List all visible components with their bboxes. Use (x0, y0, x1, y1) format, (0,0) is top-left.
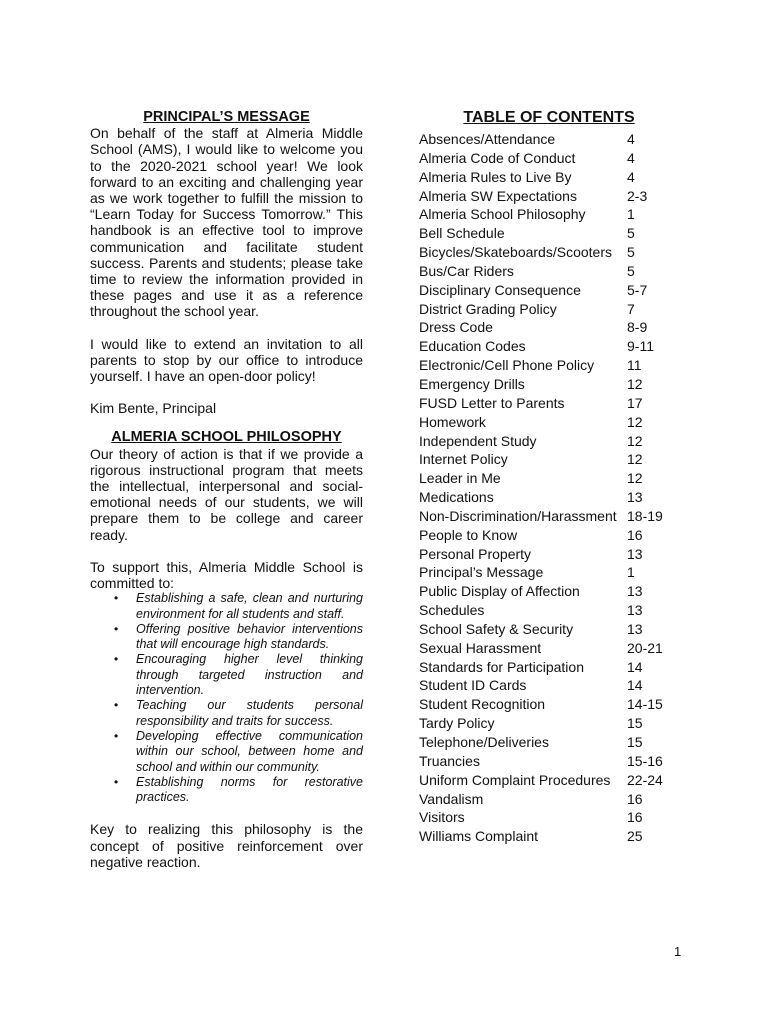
toc-page-number: 15 (627, 715, 643, 732)
toc-page-number: 12 (627, 413, 643, 430)
toc-topic: Tardy Policy (419, 715, 495, 732)
toc-topic: Non-Discrimination/Harassment (419, 507, 617, 524)
toc-topic: Disciplinary Consequence (419, 281, 581, 298)
toc-topic: Visitors (419, 809, 465, 826)
toc-entry (419, 714, 679, 733)
list-item (90, 698, 363, 729)
philosophy-heading: ALMERIA SCHOOL PHILOSOPHY (111, 429, 342, 446)
toc-topic: District Grading Policy (419, 300, 557, 317)
toc-topic: Almeria School Philosophy (419, 206, 586, 223)
toc-entry (419, 356, 679, 375)
toc-page-number: 13 (627, 620, 643, 637)
toc-entry (419, 695, 679, 714)
toc-page-number: 16 (627, 526, 643, 543)
toc-page-number: 1 (627, 564, 635, 581)
toc-entry (419, 507, 679, 526)
toc-page-number: 14 (627, 677, 643, 694)
toc-entry (419, 526, 679, 545)
toc-page-number: 13 (627, 489, 643, 506)
principal-signature: Kim Bente, Principal (90, 400, 217, 417)
commitment-list (90, 591, 363, 805)
toc-page-number: 4 (627, 149, 635, 166)
toc-topic: Emergency Drills (419, 375, 525, 392)
toc-page-number: 16 (627, 809, 643, 826)
toc-page-number: 5-7 (627, 281, 648, 298)
toc-topic: Standards for Participation (419, 658, 584, 675)
toc-topic: Uniform Complaint Procedures (419, 771, 611, 788)
toc-topic: Bicycles/Skateboards/Scooters (419, 244, 612, 261)
closing-paragraph: Key to realizing this philosophy is the concept of positive reinforcement over negative reaction. (90, 821, 363, 870)
toc-page-number: 4 (627, 131, 635, 147)
toc-page-number: 12 (627, 375, 643, 392)
toc-topic: Education Codes (419, 338, 526, 355)
toc-entry (419, 205, 679, 224)
toc-entry (419, 243, 679, 262)
toc-topic: Dress Code (419, 319, 493, 336)
toc-page-number: 14 (627, 658, 643, 675)
toc-entry (419, 582, 679, 601)
toc-page-number: 2-3 (627, 187, 648, 204)
toc-entry (419, 394, 679, 413)
toc-topic: Vandalism (419, 790, 484, 807)
toc-page-number: 1 (627, 206, 635, 223)
toc-entry (419, 676, 679, 695)
right-column (419, 109, 679, 846)
toc-entry (419, 639, 679, 658)
bullet-icon: • (114, 591, 119, 606)
toc-page-number: 5 (627, 225, 635, 242)
commitment-intro: To support this, Almeria Middle School is committed to: (90, 558, 363, 592)
commitment-text: Encouraging higher level thinking through targeted instruction and intervention. (136, 652, 363, 698)
toc-topic: Bell Schedule (419, 225, 505, 242)
toc-page-number: 8-9 (627, 319, 648, 336)
toc-page-number: 15-16 (627, 752, 663, 769)
bullet-icon: • (114, 698, 119, 713)
toc-page-number: 13 (627, 545, 643, 562)
toc-page-number: 7 (627, 300, 635, 317)
toc-entry (419, 601, 679, 620)
toc-entry (419, 168, 679, 187)
toc-topic: Almeria Code of Conduct (419, 149, 576, 166)
toc-entry (419, 790, 679, 809)
toc-entry (419, 450, 679, 469)
philosophy-paragraph: Our theory of action is that if we provide a rigorous instructional program that meets the intellectual, interpersonal and social-emotional needs of our students, we will prepare them to be college and career ready. (90, 445, 363, 543)
toc-page-number: 13 (627, 583, 643, 600)
toc-page-number: 12 (627, 432, 643, 449)
toc-topic: Homework (419, 413, 486, 430)
toc-topic: School Safety & Security (419, 620, 574, 637)
toc-entry (419, 620, 679, 639)
toc-page-number: 9-11 (627, 338, 654, 355)
left-column (90, 109, 363, 870)
toc-heading: TABLE OF CONTENTS (463, 109, 635, 126)
list-item (90, 591, 363, 622)
invitation-paragraph: I would like to extend an invitation to all parents to stop by our office to introduce yourself. I have an open-door policy! (90, 335, 363, 385)
toc-page-number: 15 (627, 734, 643, 750)
toc-topic: Personal Property (419, 545, 532, 562)
commitment-text: Establishing a safe, clean and nurturing environment for all students and staff. (136, 591, 363, 621)
toc-topic: Leader in Me (419, 470, 501, 487)
toc-topic: Principal’s Message (419, 564, 544, 581)
toc-entry (419, 337, 679, 356)
toc-entry (419, 545, 679, 564)
toc-topic: Internet Policy (419, 451, 508, 468)
toc-topic: Sexual Harassment (419, 639, 542, 656)
toc-entry (419, 733, 679, 752)
toc-topic: Medications (419, 489, 494, 506)
toc-topic: People to Know (419, 526, 518, 543)
principal-message-heading: PRINCIPAL’S MESSAGE (143, 109, 310, 125)
toc-topic: Almeria SW Expectations (419, 187, 577, 204)
toc-page-number: 25 (627, 828, 643, 845)
toc-entry (419, 130, 679, 149)
toc-entry (419, 771, 679, 790)
toc-entry (419, 827, 679, 846)
bullet-icon: • (114, 652, 119, 667)
toc-entry (419, 224, 679, 243)
toc-page-number: 22-24 (627, 771, 663, 788)
toc-topic: Independent Study (419, 432, 537, 449)
toc-entry (419, 375, 679, 394)
toc-page-number: 12 (627, 470, 643, 487)
toc-topic: Student Recognition (419, 696, 546, 713)
toc-page-number: 5 (627, 262, 635, 279)
toc-topic: Telephone/Deliveries (419, 734, 549, 750)
commitment-text: Offering positive behavior interventions that will encourage high standards. (136, 621, 363, 652)
toc-page-number: 4 (627, 168, 635, 185)
toc-topic: FUSD Letter to Parents (419, 394, 565, 411)
toc-entry (419, 808, 679, 827)
toc-topic: Absences/Attendance (419, 131, 556, 147)
toc-entry (419, 563, 679, 582)
toc-entry (419, 488, 679, 507)
toc-page-number: 13 (627, 602, 643, 619)
toc-page-number: 20-21 (627, 639, 663, 656)
toc-topic: Schedules (419, 602, 485, 619)
bullet-icon: • (114, 774, 119, 789)
toc-page-number: 16 (627, 790, 643, 807)
commitment-text: Establishing norms for restorative practices. (136, 774, 363, 805)
toc-page-number: 5 (627, 244, 635, 261)
toc-topic: Student ID Cards (419, 677, 527, 694)
toc-entry (419, 262, 679, 281)
toc-topic: Truancies (419, 752, 480, 769)
toc-page-number: 12 (627, 451, 643, 468)
commitment-text: Teaching our students personal responsibility and traits for success. (136, 698, 363, 728)
toc-list (419, 130, 679, 846)
page-number: 1 (674, 944, 682, 959)
toc-entry (419, 413, 679, 432)
toc-page-number: 18-19 (627, 507, 663, 524)
toc-topic: Bus/Car Riders (419, 262, 514, 279)
toc-topic: Electronic/Cell Phone Policy (419, 357, 595, 374)
list-item (90, 729, 363, 775)
toc-entry (419, 300, 679, 319)
toc-entry (419, 149, 679, 168)
toc-entry (419, 281, 679, 300)
toc-page-number: 14-15 (627, 696, 663, 713)
toc-entry (419, 187, 679, 206)
principal-message-paragraph: On behalf of the staff at Almeria Middle School (AMS), I would like to welcome you to the 2020-2021 school year! We look forward to an exciting and challenging year as we work together to fulfill the mission to “Learn Today for Success Tomorrow.” This handbook is an effective tool to improve communication and facilitate student success. Parents and students; please take time to review the information provided in these pages and use it as a reference throughout the school year. (90, 125, 363, 320)
toc-topic: Public Display of Affection (419, 583, 580, 600)
bullet-icon: • (114, 728, 119, 743)
toc-entry (419, 469, 679, 488)
list-item (90, 622, 363, 653)
bullet-icon: • (114, 621, 119, 636)
commitment-text: Developing effective communication within our school, between home and school and within our community. (136, 728, 363, 774)
toc-topic: Almeria Rules to Live By (419, 168, 572, 185)
toc-page-number: 17 (627, 394, 643, 411)
toc-entry (419, 318, 679, 337)
toc-entry (419, 658, 679, 677)
list-item (90, 775, 363, 806)
toc-topic: Williams Complaint (419, 828, 539, 845)
toc-entry (419, 432, 679, 451)
list-item (90, 652, 363, 698)
toc-page-number: 11 (627, 357, 642, 374)
toc-entry (419, 752, 679, 771)
